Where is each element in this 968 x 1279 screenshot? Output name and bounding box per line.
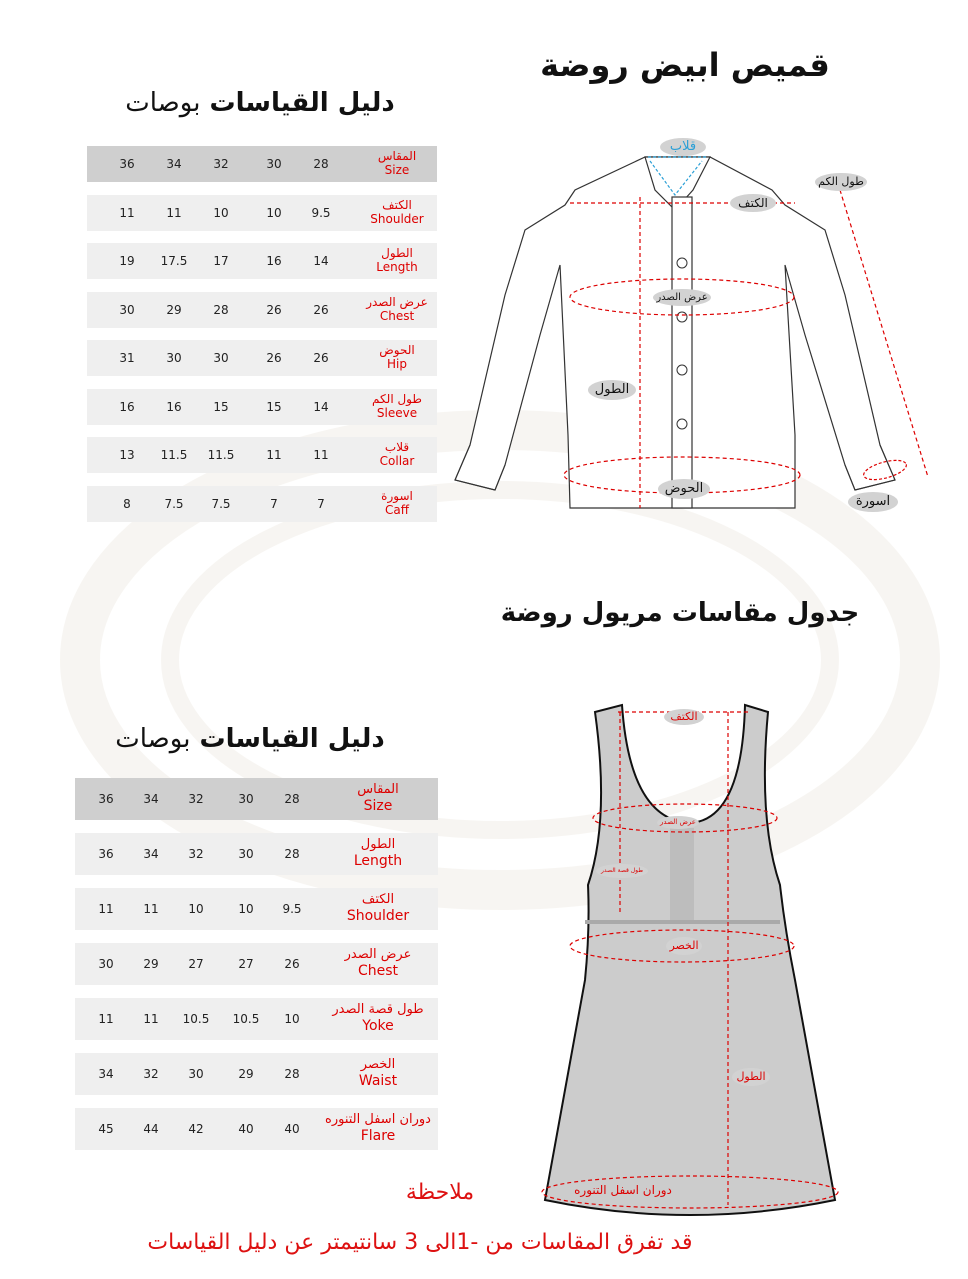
measure-label-ar: دوران اسفل التنوره: [325, 1112, 431, 1128]
measure-label: [357, 344, 437, 372]
measure-label-ar: الخصر: [360, 1057, 396, 1073]
size-value-cell: 10.5: [232, 1012, 260, 1026]
pinafore-tag-flare: دوران اسفل التنوره: [574, 1183, 672, 1197]
size-value-cell: 15: [213, 399, 229, 414]
size-value-cell: 32: [213, 157, 229, 171]
size-value-cell: 14: [313, 399, 329, 414]
size-value-cell: 10: [188, 902, 204, 916]
size-value-cell: 30: [213, 351, 229, 365]
size-value-cell: 30: [119, 302, 135, 317]
shirt-tag-collar: قلاب: [660, 138, 706, 156]
measure-label: [357, 247, 437, 275]
size-value-cell: 16: [266, 254, 282, 268]
measure-label-ar: الكتف: [382, 197, 412, 212]
measure-label-en: Collar: [379, 454, 415, 468]
size-value-cell: 11: [143, 902, 159, 916]
note-title: ملاحظة: [405, 1180, 475, 1205]
shirt-tag-cuff: اسورة: [848, 492, 898, 512]
size-value-cell: 10: [284, 1012, 300, 1026]
measure-label-ar: الحوض: [379, 343, 415, 358]
measure-label: [318, 948, 438, 979]
measure-label: [318, 1113, 438, 1144]
size-value-cell: 26: [266, 351, 282, 365]
size-value-cell: 10: [213, 205, 229, 220]
size-value-cell: 26: [313, 351, 329, 365]
measure-label: [357, 150, 437, 178]
size-value-cell: 34: [98, 1067, 114, 1081]
size-value-cell: 36: [98, 847, 114, 861]
pinafore-tag-waist: الخصر: [666, 937, 702, 955]
measure-label-en: Sleeve: [376, 405, 418, 420]
size-value-cell: 10.5: [182, 1012, 210, 1026]
measure-label-en: Flare: [360, 1128, 396, 1145]
measure-label-ar: عرض الصدر: [366, 294, 428, 309]
size-value-cell: 11: [313, 448, 329, 462]
pinafore-size-table: [75, 778, 438, 1146]
size-value-cell: 40: [284, 1122, 300, 1136]
size-value-cell: 13: [119, 448, 135, 462]
measure-label-en: Shoulder: [370, 211, 424, 226]
size-value-cell: 36: [98, 792, 114, 806]
measure-label: [318, 1003, 438, 1034]
size-value-cell: 31: [119, 351, 135, 365]
size-value-cell: 36: [119, 157, 135, 171]
size-value-cell: 8: [123, 496, 131, 511]
measure-label-ar: الطول: [381, 246, 413, 261]
measure-label: [318, 783, 438, 814]
size-row: [75, 833, 438, 875]
measure-label-en: Caff: [385, 502, 409, 517]
measure-label: [357, 441, 437, 469]
size-value-cell: 19: [119, 254, 135, 268]
size-row: [87, 437, 437, 473]
size-row: [87, 195, 437, 231]
size-value-cell: 14: [313, 254, 329, 268]
size-value-cell: 16: [119, 399, 135, 414]
size-value-cell: 11.5: [207, 448, 235, 462]
measure-label-ar: عرض الصدر: [344, 947, 412, 963]
size-value-cell: 26: [266, 302, 282, 317]
size-value-cell: 7.5: [164, 496, 184, 511]
size-value-cell: 40: [238, 1122, 254, 1136]
size-value-cell: 26: [313, 302, 329, 317]
size-value-cell: 28: [313, 157, 329, 171]
measure-label-en: Length: [353, 853, 403, 870]
note-text: قد تفرق المقاسات من -1الى 3 سانتيمتر عن دليل القياسات: [147, 1230, 693, 1255]
size-row: [75, 943, 438, 985]
measure-label: [357, 393, 437, 421]
shirt-tag-sleeve: طول الكم: [815, 173, 867, 191]
size-row: [87, 486, 437, 522]
shirt-title: قميص ابيض روضة: [540, 46, 830, 84]
measure-label-en: Chest: [379, 308, 415, 323]
shirt-tag-shoulder: الكتف: [730, 194, 776, 212]
size-value-cell: 28: [284, 1067, 300, 1081]
size-value-cell: 30: [188, 1067, 204, 1081]
size-value-cell: 30: [98, 957, 114, 971]
size-value-cell: 15: [266, 399, 282, 414]
measure-label-ar: الكتف: [361, 892, 395, 908]
size-value-cell: 10: [266, 205, 282, 220]
shirt-diagram: [450, 135, 950, 515]
measure-label: [357, 296, 437, 324]
measure-label-en: Shoulder: [346, 908, 410, 925]
size-value-cell: 9.5: [282, 902, 302, 916]
measure-label-ar: الطول: [360, 837, 396, 853]
measure-label-en: Yoke: [362, 1018, 394, 1035]
size-row: [87, 340, 437, 376]
measure-label-ar: طول قصة الصدر: [332, 1002, 424, 1018]
size-row: [75, 998, 438, 1040]
size-value-cell: 29: [166, 302, 182, 317]
size-value-cell: 11: [119, 205, 135, 220]
pinafore-tag-chest: عرض الصدر: [657, 816, 699, 829]
size-row: [75, 1053, 438, 1095]
size-value-cell: 7: [270, 496, 278, 511]
size-value-cell: 17.5: [160, 254, 188, 268]
guide-title-suffix: بوصات: [115, 724, 191, 754]
size-value-cell: 27: [238, 957, 254, 971]
measure-label-en: Size: [363, 798, 393, 815]
size-header-row: [87, 146, 437, 182]
size-value-cell: 11: [166, 205, 182, 220]
size-value-cell: 34: [143, 792, 159, 806]
size-value-cell: 27: [188, 957, 204, 971]
size-value-cell: 32: [188, 792, 204, 806]
pinafore-title: جدول مقاسات مريول روضة: [500, 598, 860, 628]
size-value-cell: 32: [143, 1067, 159, 1081]
measure-label-ar: المقاس: [357, 782, 399, 798]
size-value-cell: 30: [238, 792, 254, 806]
shirt-tag-hip: الحوض: [658, 479, 710, 499]
size-row: [75, 1108, 438, 1150]
size-value-cell: 11: [143, 1012, 159, 1026]
measure-label-ar: اسورة: [381, 488, 413, 503]
size-value-cell: 29: [143, 957, 159, 971]
measure-label: [318, 893, 438, 924]
size-value-cell: 32: [188, 847, 204, 861]
measure-label-en: Waist: [358, 1073, 398, 1090]
size-row: [75, 888, 438, 930]
shirt-tag-chest: عرض الصدر: [653, 289, 711, 306]
measure-label: [318, 838, 438, 869]
shirt-guide-title: [100, 88, 420, 118]
measure-label-ar: طول الكم: [372, 391, 422, 406]
measure-label-ar: قلاب: [384, 440, 410, 455]
size-value-cell: 17: [213, 254, 229, 268]
measure-label: [318, 1058, 438, 1089]
pinafore-tag-yoke: طول قصة الصدر: [596, 864, 648, 878]
size-value-cell: 30: [238, 847, 254, 861]
size-value-cell: 10: [238, 902, 254, 916]
guide-title-suffix: بوصات: [125, 88, 201, 118]
size-value-cell: 7: [317, 496, 325, 511]
size-header-row: [75, 778, 438, 820]
size-value-cell: 44: [143, 1122, 159, 1136]
size-value-cell: 16: [166, 399, 182, 414]
size-row: [87, 243, 437, 279]
size-row: [87, 292, 437, 328]
size-row: [87, 389, 437, 425]
size-value-cell: 11: [266, 448, 282, 462]
guide-title-prefix: دليل القياسات: [199, 724, 385, 754]
measure-label-en: Size: [384, 163, 410, 177]
pinafore-tag-length: الطول: [732, 1068, 770, 1086]
shirt-tag-length: الطول: [588, 380, 636, 400]
pinafore-tag-shoulder: الكتف: [664, 709, 704, 725]
size-value-cell: 28: [213, 302, 229, 317]
guide-title-prefix: دليل القياسات: [209, 88, 395, 118]
measure-label-en: Chest: [357, 963, 399, 980]
size-value-cell: 30: [266, 157, 282, 171]
size-value-cell: 11: [98, 1012, 114, 1026]
size-value-cell: 28: [284, 847, 300, 861]
size-value-cell: 29: [238, 1067, 254, 1081]
size-value-cell: 45: [98, 1122, 114, 1136]
size-value-cell: 30: [166, 351, 182, 365]
size-value-cell: 28: [284, 792, 300, 806]
measure-label: [357, 199, 437, 227]
size-value-cell: 34: [166, 157, 182, 171]
pinafore-guide-title: [90, 724, 410, 754]
pinafore-diagram: [530, 700, 840, 1230]
measure-label: [357, 490, 437, 518]
measure-label-ar: المقاس: [377, 149, 417, 164]
size-value-cell: 34: [143, 847, 159, 861]
size-value-cell: 26: [284, 957, 300, 971]
size-value-cell: 42: [188, 1122, 204, 1136]
size-value-cell: 9.5: [311, 205, 331, 220]
size-value-cell: 7.5: [211, 496, 231, 511]
size-value-cell: 11.5: [160, 448, 188, 462]
size-value-cell: 11: [98, 902, 114, 916]
measure-label-en: Hip: [387, 357, 407, 371]
measure-label-en: Length: [376, 260, 418, 274]
shirt-size-table: [87, 146, 437, 518]
